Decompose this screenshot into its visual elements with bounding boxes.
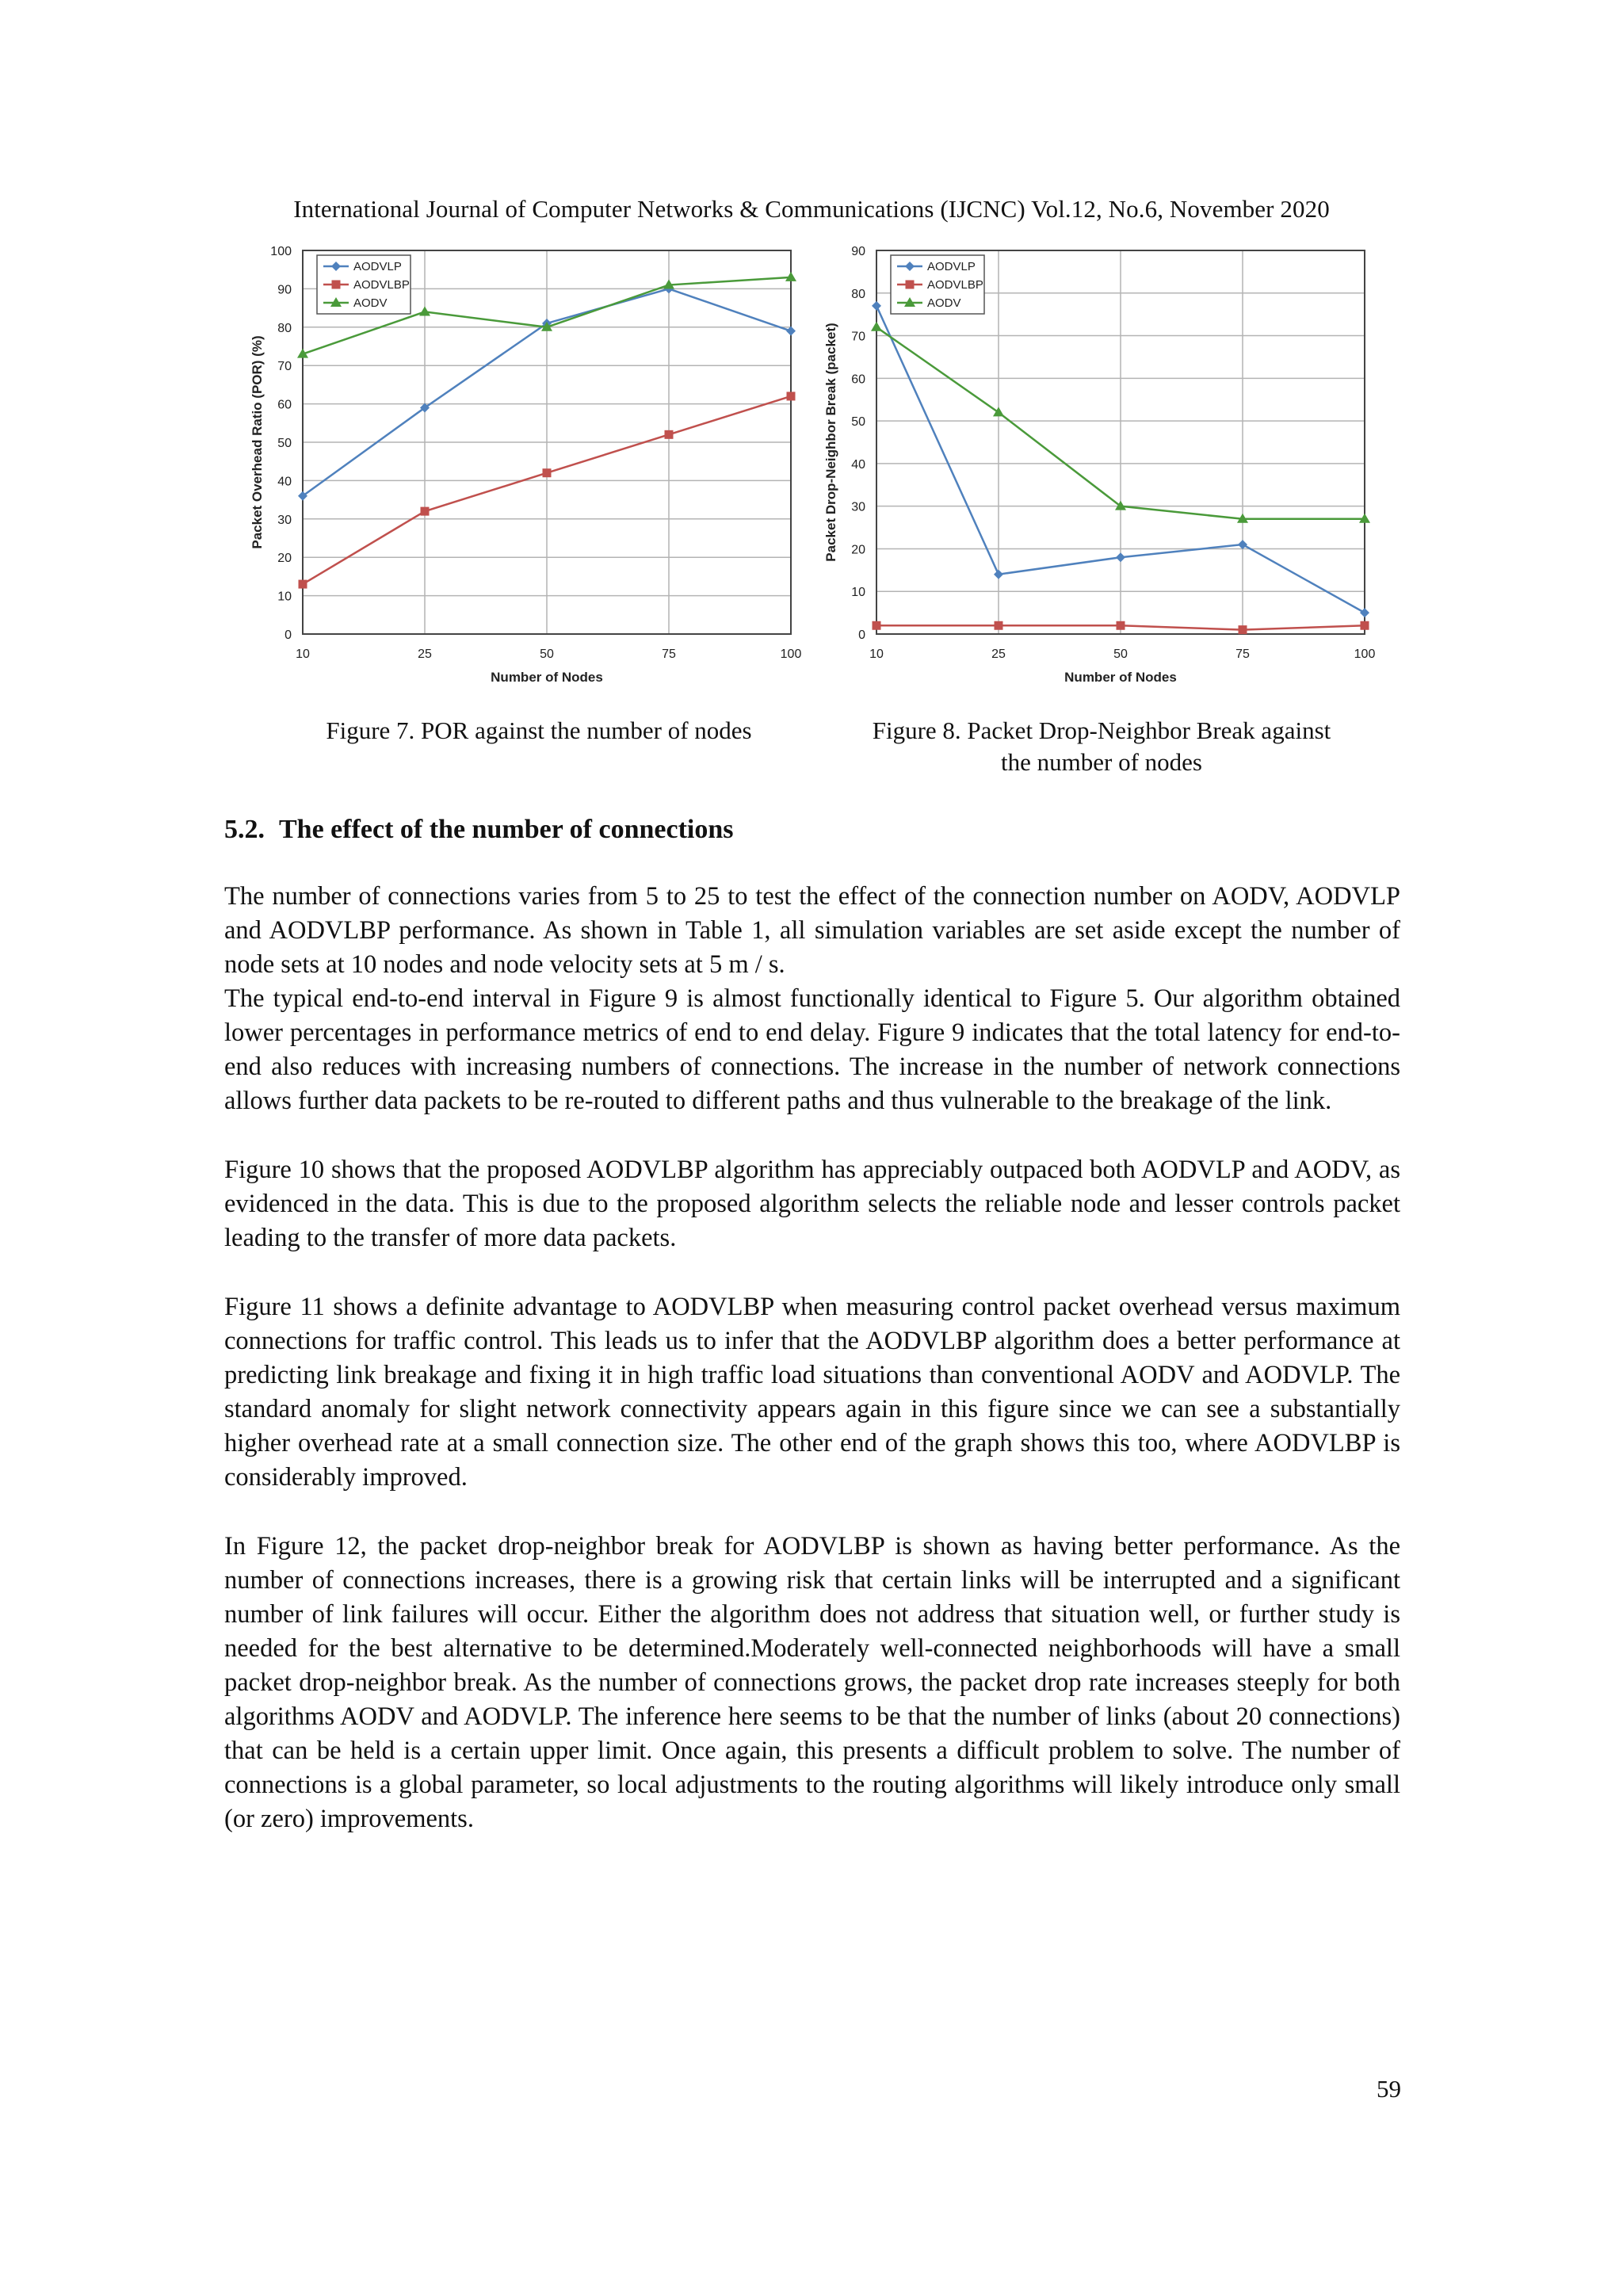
legend-marker-aodvlbp [332,281,341,289]
figure-7-caption-text: Figure 7. POR against the number of nodes [326,716,752,744]
section-title: The effect of the number of connections [279,815,734,844]
data-point-aodvlbp [787,392,796,400]
x-tick-label: 10 [869,648,884,661]
legend-label-aodv: AODV [353,296,388,310]
paragraph: The typical end-to-end interval in Figure 9 is almost functionally identical to Figure 5. Our algorithm obtained lower percentages in performance metrics of end to end delay. Figure 9 indicates that the total latency for end-to-end also reduces with increasing numbers of connections. The increase in the number of network connections allows further data packets to be re-routed to different paths and thus vulnerable to the breakage of the link. [224,984,1400,1115]
data-point-aodvlbp [995,621,1003,630]
y-tick-label: 80 [277,321,292,335]
y-tick-label: 40 [851,457,865,472]
y-tick-label: 0 [285,628,292,642]
legend-label-aodvlbp: AODVLBP [927,278,983,292]
y-tick-label: 50 [277,437,292,450]
journal-header: International Journal of Computer Networks & Communications (IJCNC) Vol.12, No.6, November 2020 [293,195,1330,223]
figure-8-caption [824,715,1379,778]
figure-8-caption-line2: the number of nodes [1001,748,1202,776]
data-point-aodvlbp [299,580,307,589]
data-point-aodvlbp [543,468,552,477]
y-tick-label: 80 [851,287,865,301]
y-tick-label: 30 [277,513,292,527]
y-axis-label: Packet Drop-Neighbor Break (packet) [823,323,838,562]
data-point-aodvlbp [665,430,674,439]
legend-label-aodvlp: AODVLP [927,260,976,273]
x-tick-label: 50 [540,648,554,661]
y-axis-label: Packet Overhead Ratio (POR) (%) [250,335,265,549]
legend-marker-aodvlbp [906,281,915,289]
x-tick-label: 100 [1354,648,1376,661]
section-heading [224,815,734,845]
y-tick-label: 70 [277,360,292,374]
legend [891,255,984,314]
legend-label-aodvlbp: AODVLBP [353,278,410,292]
y-tick-label: 20 [851,543,865,557]
paragraph: Figure 10 shows that the proposed AODVLBP algorithm has appreciably outpaced both AODVLP and AODV, as evidenced in the data. This is due to the proposed algorithm selects the reliable node and lesser controls packet leading to the transfer of more data packets. [224,1156,1400,1252]
page-number: 59 [1377,2075,1401,2103]
x-tick-label: 25 [991,648,1006,661]
data-point-aodvlbp [873,621,881,630]
x-tick-label: 50 [1113,648,1128,661]
x-tick-label: 100 [780,648,802,661]
figure-8-caption-line1: Figure 8. Packet Drop-Neighbor Break against [872,716,1331,744]
y-tick-label: 90 [851,245,865,258]
figure-7-chart [246,236,848,696]
y-tick-label: 0 [858,628,865,642]
y-tick-label: 30 [851,500,865,514]
x-tick-label: 75 [1235,648,1250,661]
y-tick-label: 50 [851,415,865,430]
legend-label-aodvlp: AODVLP [353,260,402,273]
data-point-aodvlbp [1239,625,1247,634]
paragraph: The number of connections varies from 5 to 25 to test the effect of the connection number on AODV, AODVLP and AODVLBP performance. As shown in Table 1, all simulation variables are set aside except the number of node sets at 10 nodes and node velocity sets at 5 m / s. [224,882,1400,979]
section-number: 5.2. [224,815,265,844]
chart-svg [819,236,1422,696]
y-tick-label: 10 [851,586,865,600]
legend [317,255,411,314]
y-tick-label: 70 [851,330,865,344]
data-point-aodvlbp [1361,621,1369,630]
chart-svg [246,236,848,696]
y-tick-label: 10 [277,590,292,604]
y-tick-label: 60 [277,398,292,412]
body-text [224,880,1400,1871]
y-tick-label: 20 [277,552,292,566]
paragraph: In Figure 12, the packet drop-neighbor break for AODVLBP is shown as having better performance. As the number of connections increases, there is a growing risk that certain links will be interrupted and a significant number of link failures will occur. Either the algorithm does not address that situation well, or further study is needed for the best alternative to be determined.Moderately well-connected neighborhoods will have a small packet drop-neighbor break. As the number of connections grows, the packet drop rate increases steeply for both algorithms AODV and AODVLP. The inference here seems to be that the number of links (about 20 connections) that can be held is a certain upper limit. Once again, this presents a difficult problem to solve. The number of connections is a global parameter, so local adjustments to the routing algorithms will likely introduce only small (or zero) improvements. [224,1532,1400,1833]
figure-7-caption [262,715,816,747]
y-tick-label: 100 [270,245,292,258]
y-tick-label: 40 [277,475,292,489]
data-point-aodvlbp [1117,621,1125,630]
x-tick-label: 75 [662,648,676,661]
x-axis-label: Number of Nodes [491,670,603,685]
x-tick-label: 10 [296,648,310,661]
x-tick-label: 25 [418,648,432,661]
y-tick-label: 60 [851,372,865,387]
y-tick-label: 90 [277,283,292,297]
paragraph: Figure 11 shows a definite advantage to AODVLBP when measuring control packet overhead versus maximum connections for traffic control. This leads us to infer that the AODVLBP algorithm does a better performance at predicting link breakage and fixing it in high traffic load situations than conventional AODV and AODVLP. The standard anomaly for slight network connectivity appears again in this figure since we can see a substantially higher overhead rate at a small connection size. The other end of the graph shows this too, where AODVLBP is considerably improved. [224,1293,1400,1492]
figure-8-chart [819,236,1422,696]
legend-label-aodv: AODV [927,296,961,310]
x-axis-label: Number of Nodes [1064,670,1177,685]
data-point-aodvlbp [421,507,430,516]
